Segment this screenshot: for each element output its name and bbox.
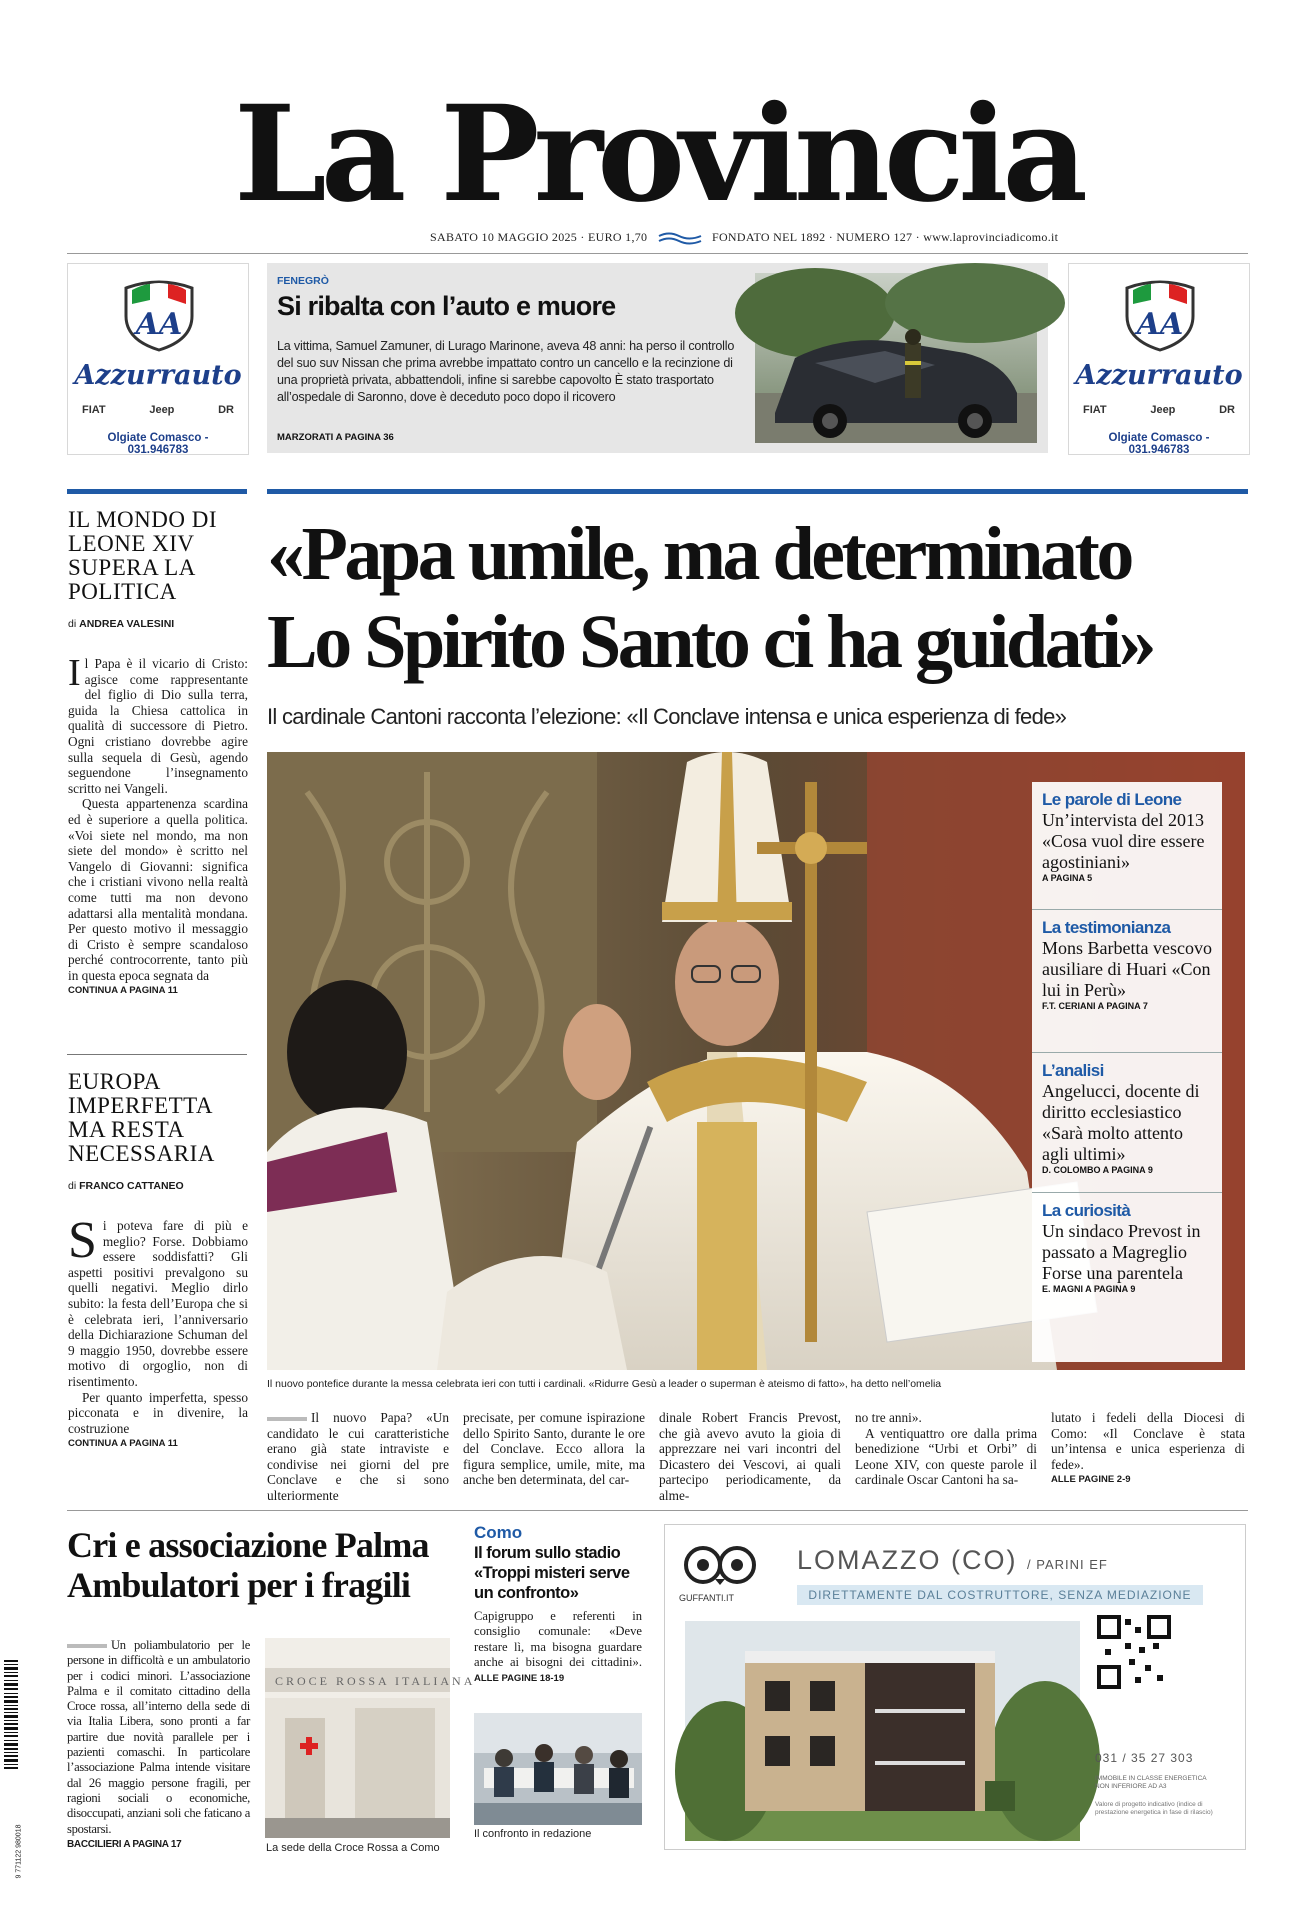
- main-headline-line2: Lo Spirito Santo ci ha guidati»: [267, 600, 1154, 684]
- owl-icon: [681, 1539, 759, 1587]
- forum-body-wrap: [474, 1609, 642, 1686]
- ad-left-logos: [82, 404, 234, 416]
- masthead-title: La Provincia: [233, 77, 1082, 232]
- dr-logo: DR: [218, 404, 234, 416]
- related-story-4-ref: E. MAGNI A PAGINA 9: [1042, 1284, 1136, 1294]
- fiat-logo: FIAT: [1083, 404, 1107, 416]
- ad-azzurrauto-right[interactable]: [1068, 263, 1250, 455]
- main-body-col2: precisate, per comune ispirazione dello Spirito Santo, durante le ore del Conclave. Ecco allora la figura semplice, umile, mite, ma anche ben determinata, del car-: [463, 1410, 645, 1488]
- main-body-col5: [1051, 1410, 1245, 1488]
- editorial2-body2: Per quanto imperfetta, spesso picconata e in divenire, la costruzione: [68, 1389, 248, 1436]
- main-headline[interactable]: [267, 510, 1257, 686]
- editorial2-continue[interactable]: CONTINUA A PAGINA 11: [68, 1438, 178, 1450]
- editorial1-byline-prefix: di: [68, 618, 77, 630]
- date-price: SABATO 10 MAGGIO 2025 · EURO 1,70: [430, 230, 648, 244]
- founded-issue-url: FONDATO NEL 1892 · NUMERO 127 · www.laprovinciadicomo.it: [711, 230, 1059, 244]
- top-story-box[interactable]: [267, 263, 1048, 453]
- top-story-kicker: FENEGRÒ: [277, 275, 329, 287]
- editorial2-body-wrap: [68, 1212, 248, 1452]
- editorial2-byline-prefix: di: [68, 1180, 77, 1192]
- editorial2-author: FRANCO CATTANEO: [79, 1180, 184, 1192]
- forum-body: Capigruppo e referenti in consiglio comunale: «Deve restare lì, ma bisogna guardare anche ai bisogni dei cittadini».: [474, 1609, 642, 1669]
- ad-energy-class: IMMOBILE IN CLASSE ENERGETICA NON INFERIORE AD A3: [1095, 1775, 1207, 1790]
- main-headline-line1: «Papa umile, ma determinato: [267, 512, 1131, 596]
- lead-bar: [267, 1417, 307, 1421]
- qr-code: [1095, 1613, 1173, 1691]
- cri-ref-page: A PAGINA 17: [123, 1838, 182, 1850]
- top-story-body: La vittima, Samuel Zamuner, di Lurago Marinone, aveva 48 anni: ha perso il controllo del suo suv Nissan che prima avrebbe impattato contro un cancello e la recinzione di una proprietà privata, abbattendoli, infine si sarebbe capovolto È stato trasportato all’ospedale di Saronno, dove è deceduto poco dopo il ricovero: [277, 339, 735, 404]
- barcode-number: 9 771122 980018: [15, 1824, 23, 1879]
- related-story-3-ref: D. COLOMBO A PAGINA 9: [1042, 1165, 1153, 1175]
- main-col1-text: Il nuovo Papa? «Un candidato le cui caratteristiche erano già state intraviste e condivise nei giorni del pre Conclave e che si sono ulteriormente: [267, 1410, 449, 1503]
- ad-phone: 031 / 35 27 303: [1095, 1751, 1194, 1765]
- editorial1-body: l Papa è il vicario di Cristo: agisce come rappresentante del figlio di Dio sulla terra, guida la Chiesa cattolica in qualità di successore di Pietro. Ogni cristiano dovrebbe agire sulla sequela di Gesù, agendo seguendone l’insegnamento scritto nei Vangeli.: [68, 656, 248, 796]
- editorial1-body2: Questa appartenenza scardina ed è superiore a quella politica. «Voi siete nel mondo, ma non siete del mondo» è scritto nel Vangelo di Giovanni: significa che i cristiani vivono nella realtà come tutti ma non devono adattarsi alla mentalità mondana. Per questo motivo il messaggio di Cristo è sempre scandaloso perché controcorrente, tanto più in questa epoca segnata da: [68, 796, 248, 983]
- main-body-col3: dinale Robert Francis Prevost, che già avevo avuto la gioia di apprezzare nei vari incontri del Dicastero dei Vescovi, ai quali partecipo periodicamente, da alme-: [659, 1410, 841, 1503]
- main-body-col4: [855, 1410, 1037, 1488]
- jeep-logo: Jeep: [149, 404, 175, 416]
- related-story-1-text: Un’intervista del 2013 «Cosa vuol dire essere agostiniani»: [1042, 810, 1205, 872]
- cri-ref-name: BACCILIERI: [67, 1838, 122, 1850]
- related-story-4-text: Un sindaco Prevost in passato a Magreglio Forse una parentela: [1042, 1221, 1201, 1283]
- ad-right-phone: Olgiate Comasco - 031.946783: [1108, 432, 1210, 456]
- ad-energy-note: Valore di progetto indicativo (indice di prestazione energetica in fase di rilascio): [1095, 1801, 1213, 1816]
- ad-right-monogram: AA: [1136, 307, 1184, 342]
- top-story-headline[interactable]: Si ribalta con l’auto e muore: [277, 291, 616, 321]
- top-story-ref-page: A PAGINA 36: [335, 432, 394, 443]
- ad-left-brand: Azzurrauto: [74, 360, 242, 391]
- related-story-1[interactable]: [1032, 782, 1222, 910]
- top-story-ref: [277, 432, 394, 443]
- ad-guffanti[interactable]: [664, 1524, 1246, 1850]
- related-story-4[interactable]: [1032, 1193, 1222, 1333]
- photo-caption: Il nuovo pontefice durante la messa celebrata ieri con tutti i cardinali. «Ridurre Gesù a leader o superman è ateismo di fatto», ha detto nell’omelia: [267, 1378, 942, 1390]
- guffanti-brand: GUFFANTI.IT: [679, 1593, 734, 1603]
- dr-logo: DR: [1219, 404, 1235, 416]
- cri-headline[interactable]: Cri e associazione Palma Ambulatori per i fragili: [67, 1525, 429, 1605]
- editorial2-byline: [68, 1180, 184, 1192]
- lead-bar: [67, 1644, 107, 1648]
- ad-location-title: [797, 1545, 1108, 1576]
- cri-body: Un poliambulatorio per le persone in difficoltà e un ambulatorio per i codici minori. L’associazione Palma e il comitato cittadino della Croce rossa, all’interno della sede di via Italia Libera, sono pronti a far partire due novità parallele per i pazienti comaschi. In particolare l’associazione Palma intende visitare dal 26 maggio persone fragili, per ragioni sociali o economiche, disoccupati, anziani soli che faticano a spostarsi.: [67, 1638, 250, 1836]
- related-story-2-ref: F.T. CERIANI A PAGINA 7: [1042, 1001, 1148, 1011]
- editorial1-body-wrap: [68, 652, 248, 999]
- crashed-car-photo: [755, 273, 1037, 443]
- azzurrauto-shield-logo: [120, 278, 198, 352]
- azzurrauto-shield-logo: [1121, 278, 1199, 352]
- cri-ref[interactable]: [67, 1837, 250, 1852]
- related-story-2-text: Mons Barbetta vescovo ausiliare di Huari «Con lui in Perù»: [1042, 938, 1212, 1000]
- main-col4-a: no tre anni».: [855, 1410, 922, 1425]
- related-story-4-kicker: La curiosità: [1042, 1201, 1131, 1220]
- related-stories-panel: [1032, 782, 1222, 1362]
- ad-left-phone: Olgiate Comasco - 031.946783: [107, 432, 209, 456]
- forum-kicker: Como: [474, 1523, 523, 1542]
- masthead-infoline: [430, 230, 1059, 245]
- ad-subtitle: / PARINI EF: [1027, 1557, 1108, 1572]
- editorial2-dropcap: S: [68, 1212, 97, 1269]
- related-story-3-kicker: L’analisi: [1042, 1061, 1104, 1080]
- forum-redazione-photo: [474, 1713, 642, 1825]
- ad-azzurrauto-left[interactable]: [67, 263, 249, 455]
- main-story-ref[interactable]: ALLE PAGINE 2-9: [1051, 1474, 1131, 1486]
- ad-banner: DIRETTAMENTE DAL COSTRUTTORE, SENZA MEDIAZIONE: [797, 1585, 1203, 1605]
- related-story-2[interactable]: [1032, 910, 1222, 1053]
- related-story-3[interactable]: [1032, 1053, 1222, 1193]
- barcode: [4, 1660, 24, 1879]
- main-body-col1: [267, 1410, 449, 1504]
- related-story-2-kicker: La testimonianza: [1042, 918, 1171, 937]
- editorial2-body: i poteva fare di più e meglio? Forse. Dobbiamo essere soddisfatti? Gli aspetti positivi prevalgono su quelli negativi. Meglio dirlo subito: la festa dell’Europa che si è celebrata ieri, l’anniversario della Dichiarazione Schuman del 9 maggio 1950, dovrebbe essere motivo di orgoglio, non di risentimento.: [68, 1218, 248, 1389]
- ad-left-monogram: AA: [135, 307, 183, 342]
- related-story-1-ref: A PAGINA 5: [1042, 873, 1093, 883]
- forum-ref[interactable]: ALLE PAGINE 18-19: [474, 1673, 565, 1685]
- main-col4-b: A ventiquattro ore dalla prima benedizione “Urbi et Orbi” di Leone XIV, con queste parole il cardinale Oscar Cantoni ha sa-: [855, 1425, 1037, 1488]
- cri-photo-caption: La sede della Croce Rossa a Como: [266, 1842, 440, 1854]
- related-story-3-text: Angelucci, docente di diritto ecclesiastico «Sarà molto attento agli ultimi»: [1042, 1081, 1200, 1164]
- fiat-logo: FIAT: [82, 404, 106, 416]
- building-render: [685, 1621, 1080, 1841]
- editorial1-author: ANDREA VALESINI: [79, 618, 175, 630]
- cri-body-wrap: [67, 1638, 250, 1852]
- editorial1-headline[interactable]: IL MONDO DI LEONE XIV SUPERA LA POLITICA: [68, 507, 218, 604]
- jeep-logo: Jeep: [1150, 404, 1176, 416]
- main-col5-text: lutato i fedeli della Diocesi di Como: «Il Conclave è stata un’intensa e unica esperienza di fede».: [1051, 1410, 1245, 1472]
- editorial1-byline: [68, 618, 174, 630]
- main-subheadline: Il cardinale Cantoni racconta l’elezione: «Il Conclave intensa e unica esperienza di fede»: [267, 704, 1067, 729]
- croce-rossa-photo: [265, 1638, 476, 1838]
- forum-story[interactable]: [474, 1523, 642, 1686]
- wave-icon: [657, 232, 703, 244]
- top-story-ref-name: MARZORATI: [277, 432, 334, 443]
- ad-right-logos: [1083, 404, 1235, 416]
- croce-rossa-sign-text: CROCE ROSSA ITALIANA: [275, 1674, 476, 1688]
- editorial1-dropcap: I: [68, 652, 81, 694]
- related-story-1-kicker: Le parole di Leone: [1042, 790, 1182, 809]
- editorial2-headline[interactable]: EUROPA IMPERFETTA MA RESTA NECESSARIA: [68, 1069, 215, 1166]
- forum-headline: Il forum sullo stadio «Troppi misteri serve un confronto»: [474, 1544, 630, 1602]
- editorial1-continue[interactable]: CONTINUA A PAGINA 11: [68, 985, 178, 997]
- ad-title: LOMAZZO (CO): [797, 1545, 1018, 1575]
- forum-photo-caption: Il confronto in redazione: [474, 1828, 592, 1840]
- ad-right-brand: Azzurrauto: [1075, 360, 1243, 391]
